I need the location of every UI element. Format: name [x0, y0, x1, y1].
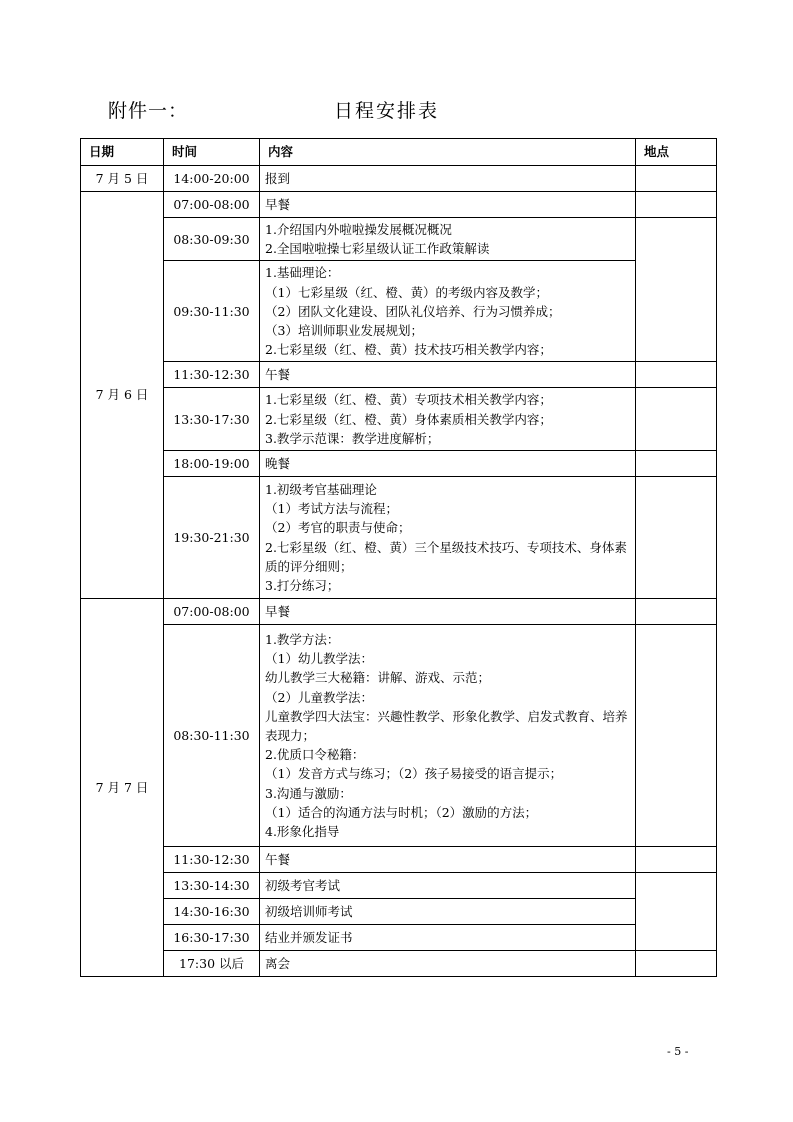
content-cell [260, 625, 636, 847]
attachment-label: 附件一： [108, 100, 189, 122]
column-header-content: 内容 [260, 139, 636, 166]
content-line: 2.全国啦啦操七彩星级认证工作政策解读 [265, 241, 490, 257]
time-cell: 07:00-08:00 [164, 599, 260, 625]
table-row [81, 451, 717, 477]
location-cell [636, 388, 717, 451]
content-cell [260, 477, 636, 599]
table-row [81, 951, 717, 977]
content-line: 初级培训师考试 [265, 903, 353, 919]
location-cell [636, 625, 717, 847]
content-line: 3.教学示范课：教学进度解析； [265, 430, 440, 446]
content-line: 午餐 [265, 367, 291, 383]
content-line: 早餐 [265, 196, 291, 212]
content-cell [260, 847, 636, 873]
location-cell [636, 599, 717, 625]
time-cell: 17:30 以后 [164, 951, 260, 977]
content-line: 报到 [265, 170, 291, 186]
content-cell [260, 261, 636, 362]
content-line: （2）考官的职责与使命； [265, 520, 411, 536]
table-row [81, 873, 717, 899]
table-row [81, 261, 717, 362]
content-line: 晚餐 [265, 455, 291, 471]
column-header-time: 时间 [164, 139, 260, 166]
content-line: （3）培训师职业发展规划； [265, 323, 423, 339]
page-title: 日程安排表 [334, 100, 440, 122]
content-line: 2.七彩星级（红、橙、黄）三个星级技术技巧、专项技术、身体素质的评分细则； [265, 539, 627, 574]
time-cell: 09:30-11:30 [164, 261, 260, 362]
table-row [81, 362, 717, 388]
location-cell [636, 362, 717, 388]
time-cell: 19:30-21:30 [164, 477, 260, 599]
location-cell [636, 873, 717, 951]
content-line: 1.七彩星级（红、橙、黄）专项技术相关教学内容； [265, 392, 552, 408]
location-cell [636, 847, 717, 873]
column-header-location: 地点 [636, 139, 717, 166]
content-line: （2）儿童教学法： [265, 689, 373, 705]
time-cell: 13:30-17:30 [164, 388, 260, 451]
time-cell: 14:30-16:30 [164, 899, 260, 925]
table-row [81, 192, 717, 218]
content-line: 幼儿教学三大秘籍：讲解、游戏、示范； [265, 670, 491, 686]
table-row [81, 388, 717, 451]
table-row [81, 625, 717, 847]
column-header-date: 日期 [81, 139, 164, 166]
table-row [81, 218, 717, 261]
content-line: 2.七彩星级（红、橙、黄）身体素质相关教学内容； [265, 411, 552, 427]
content-cell [260, 166, 636, 192]
content-line: 结业并颁发证书 [265, 929, 353, 945]
table-row [81, 166, 717, 192]
content-cell [260, 451, 636, 477]
content-cell [260, 218, 636, 261]
time-cell: 16:30-17:30 [164, 925, 260, 951]
date-cell: 7 月 6 日 [81, 192, 164, 599]
location-cell [636, 166, 717, 192]
time-cell: 08:30-09:30 [164, 218, 260, 261]
table-row [81, 925, 717, 951]
content-line: 1.介绍国内外啦啦操发展概况概况 [265, 222, 452, 237]
content-line: 初级考官考试 [265, 877, 341, 893]
page-number: - 5 - [667, 1045, 689, 1058]
content-cell [260, 388, 636, 451]
content-cell [260, 192, 636, 218]
location-cell [636, 192, 717, 218]
content-line: （1）幼儿教学法： [265, 651, 373, 667]
content-line: （1）考试方法与流程； [265, 501, 398, 517]
content-cell [260, 925, 636, 951]
time-cell: 11:30-12:30 [164, 362, 260, 388]
content-line: 午餐 [265, 851, 291, 867]
content-line: 儿童教学四大法宝：兴趣性教学、形象化教学、启发式教育、培养表现力； [265, 708, 628, 743]
content-line: （1）发音方式与练习；（2）孩子易接受的语言提示； [265, 766, 563, 782]
content-line: （1）七彩星级（红、橙、黄）的考级内容及教学； [265, 284, 548, 300]
table-row [81, 899, 717, 925]
content-line: 早餐 [265, 603, 291, 619]
content-line: （1）适合的沟通方法与时机；（2）激励的方法； [265, 804, 538, 820]
content-cell [260, 362, 636, 388]
content-line: （2）团队文化建设、团队礼仪培养、行为习惯养成； [265, 303, 561, 319]
time-cell: 08:30-11:30 [164, 625, 260, 847]
location-cell [636, 951, 717, 977]
table-row [81, 477, 717, 599]
time-cell: 18:00-19:00 [164, 451, 260, 477]
time-cell: 07:00-08:00 [164, 192, 260, 218]
content-line: 3.打分练习； [265, 577, 340, 593]
content-line: 1.初级考官基础理论 [265, 481, 377, 497]
content-cell [260, 951, 636, 977]
content-cell [260, 873, 636, 899]
content-line: 2.七彩星级（红、橙、黄）技术技巧相关教学内容； [265, 342, 552, 358]
location-cell [636, 218, 717, 362]
content-line: 2.优质口令秘籍： [265, 747, 365, 763]
time-cell: 11:30-12:30 [164, 847, 260, 873]
date-cell: 7 月 7 日 [81, 599, 164, 977]
table-row [81, 847, 717, 873]
content-cell [260, 899, 636, 925]
content-line: 离会 [265, 955, 291, 971]
location-cell [636, 451, 717, 477]
content-line: 3.沟通与激励： [265, 785, 352, 801]
time-cell: 14:00-20:00 [164, 166, 260, 192]
date-cell: 7 月 5 日 [81, 166, 164, 192]
location-cell [636, 477, 717, 599]
content-line: 1.教学方法： [265, 631, 340, 647]
content-cell [260, 599, 636, 625]
content-line: 4.形象化指导 [265, 823, 340, 839]
table-row [81, 599, 717, 625]
content-line: 1.基础理论： [265, 265, 340, 281]
table-header-row [81, 139, 717, 166]
schedule-table [80, 138, 717, 977]
time-cell: 13:30-14:30 [164, 873, 260, 899]
